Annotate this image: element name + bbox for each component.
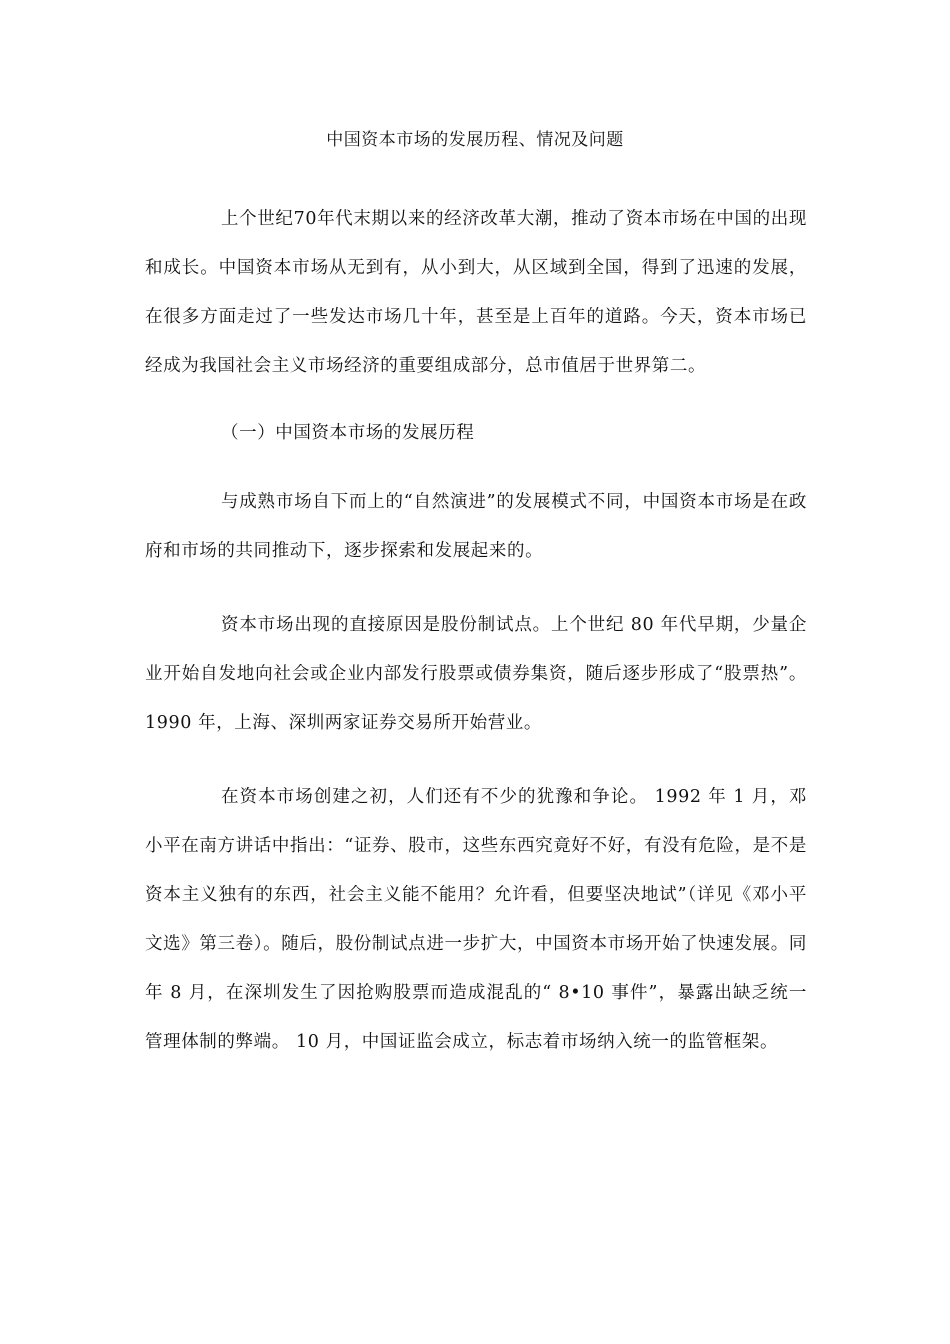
document-title: 中国资本市场的发展历程、情况及问题 — [326, 130, 624, 150]
paragraph-early-debate: 在资本市场创建之初，人们还有不少的犹豫和争论。 1992 年 1 月，邓小平在南方讲话中指出：“证券、股市，这些东西究竟好不好，有没有危险，是不是资本主义独有的东西，社会主义能不能用？允许看，但要坚决地试”（详见《邓小平文选》第三卷）。随后，股份制试点进一步扩大，中国资本市场开始了快速发展。同年 8 月，在深圳发生了因抢购股票而造成混乱的“ 8•10 事件”，暴露出缺乏统一管理体制的弊端。 10 月，中国证监会成立，标志着市场纳入统一的监管框架。 — [145, 787, 807, 1052]
section-heading: （一）中国资本市场的发展历程 — [221, 423, 475, 443]
paragraph-development-model: 与成熟市场自下而上的“自然演进”的发展模式不同，中国资本市场是在政府和市场的共同推动下，逐步探索和发展起来的。 — [145, 492, 807, 561]
paragraph-intro: 上个世纪70年代末期以来的经济改革大潮，推动了资本市场在中国的出现和成长。中国资本市场从无到有，从小到大，从区域到全国，得到了迅速的发展，在很多方面走过了一些发达市场几十年，甚至是上百年的道路。今天，资本市场已经成为我国社会主义市场经济的重要组成部分，总市值居于世界第二。 — [145, 209, 807, 376]
paragraph-shareholding-pilot: 资本市场出现的直接原因是股份制试点。上个世纪 80 年代早期，少量企业开始自发地向社会或企业内部发行股票或债券集资，随后逐步形成了“股票热”。1990 年，上海、深圳两家证券交易所开始营业。 — [145, 615, 807, 733]
